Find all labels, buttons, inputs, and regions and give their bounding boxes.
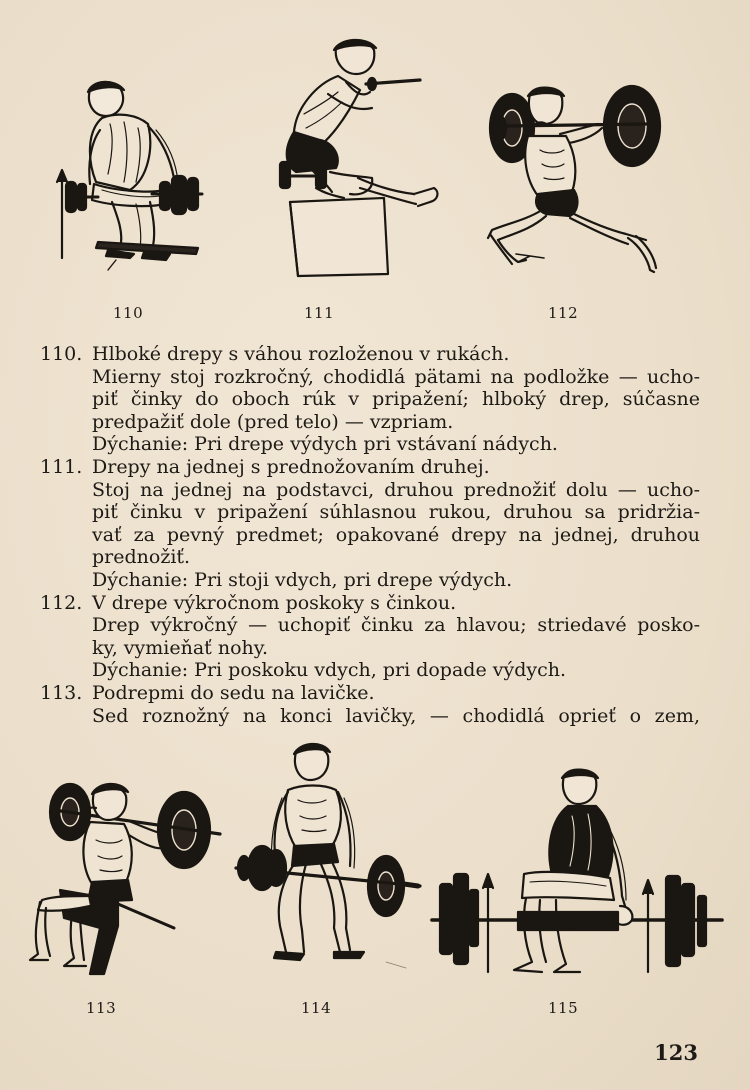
entry-breathing: Dýchanie: Pri stoji vdych, pri drepe výdych. — [92, 568, 513, 591]
figure-number-111: 111 — [304, 304, 335, 322]
entry-line: predpažiť dole (pred telo) — vzpriam. — [92, 410, 454, 433]
entry-breathing: Dýchanie: Pri poskoku vdych, pri dopade výdych. — [92, 659, 567, 682]
single-leg-squat-platform-figure — [276, 38, 446, 278]
entry-line: Mierny stoj rozkročný, chodidlá pätami na podložke — ucho- — [92, 365, 700, 388]
bench-sit-barbell-squat-figure — [24, 778, 224, 978]
entry-number: 110. — [40, 343, 83, 365]
entry-title: Hlboké drepy s váhou rozloženou v rukách. — [92, 343, 510, 365]
exercise-text — [40, 343, 700, 727]
lunge-jump-barbell-figure — [486, 84, 666, 284]
figure-number-114: 114 — [301, 999, 332, 1017]
entry-line: Drep výkročný — uchopiť činku za hlavou; striedavé posko- — [92, 614, 700, 637]
entry-line: Stoj na jednej na podstavci, druhou prednožiť dolu — ucho- — [92, 478, 700, 501]
entry-title: Podrepmi do sedu na lavičke. — [92, 681, 375, 704]
figure-number-113: 113 — [86, 999, 117, 1017]
entry-title: V drepe výkročnom poskoky s činkou. — [92, 591, 457, 614]
page-number: 123 — [654, 1040, 698, 1065]
entry-line: prednožiť. — [92, 546, 191, 569]
deep-squat-dumbbells-figure — [52, 78, 217, 278]
entry-breathing: Dýchanie: Pri drepe výdych pri vstávaní nádych. — [92, 433, 558, 456]
figure-number-115: 115 — [548, 999, 579, 1017]
entry-113 — [40, 682, 700, 727]
entry-line: ky, vymieňať nohy. — [92, 636, 269, 659]
entry-line: Sed roznožný na konci lavičky, — chodidlá oprieť o zem, — [92, 704, 700, 727]
entry-112 — [40, 592, 700, 682]
figure-number-112: 112 — [548, 304, 579, 322]
entry-line: vať za pevný predmet; opakované drepy na jednej, druhou — [92, 523, 700, 546]
entry-line: piť činky do oboch rúk v pripažení; hlboký drep, súčasne — [92, 388, 700, 411]
entry-line: piť činku v pripažení súhlasnou rukou, druhou sa pridržia- — [92, 501, 700, 524]
entry-110 — [40, 343, 700, 456]
entry-title: Drepy na jednej s prednožovaním druhej. — [92, 455, 490, 478]
entry-number: 111. — [40, 455, 83, 478]
entry-number: 112. — [40, 591, 83, 614]
barbell-hang-lunge-figure — [236, 740, 426, 970]
straddle-bench-barbell-figure — [432, 766, 726, 986]
entry-111 — [40, 456, 700, 592]
entry-number: 113. — [40, 681, 83, 704]
figure-number-110: 110 — [113, 304, 144, 322]
